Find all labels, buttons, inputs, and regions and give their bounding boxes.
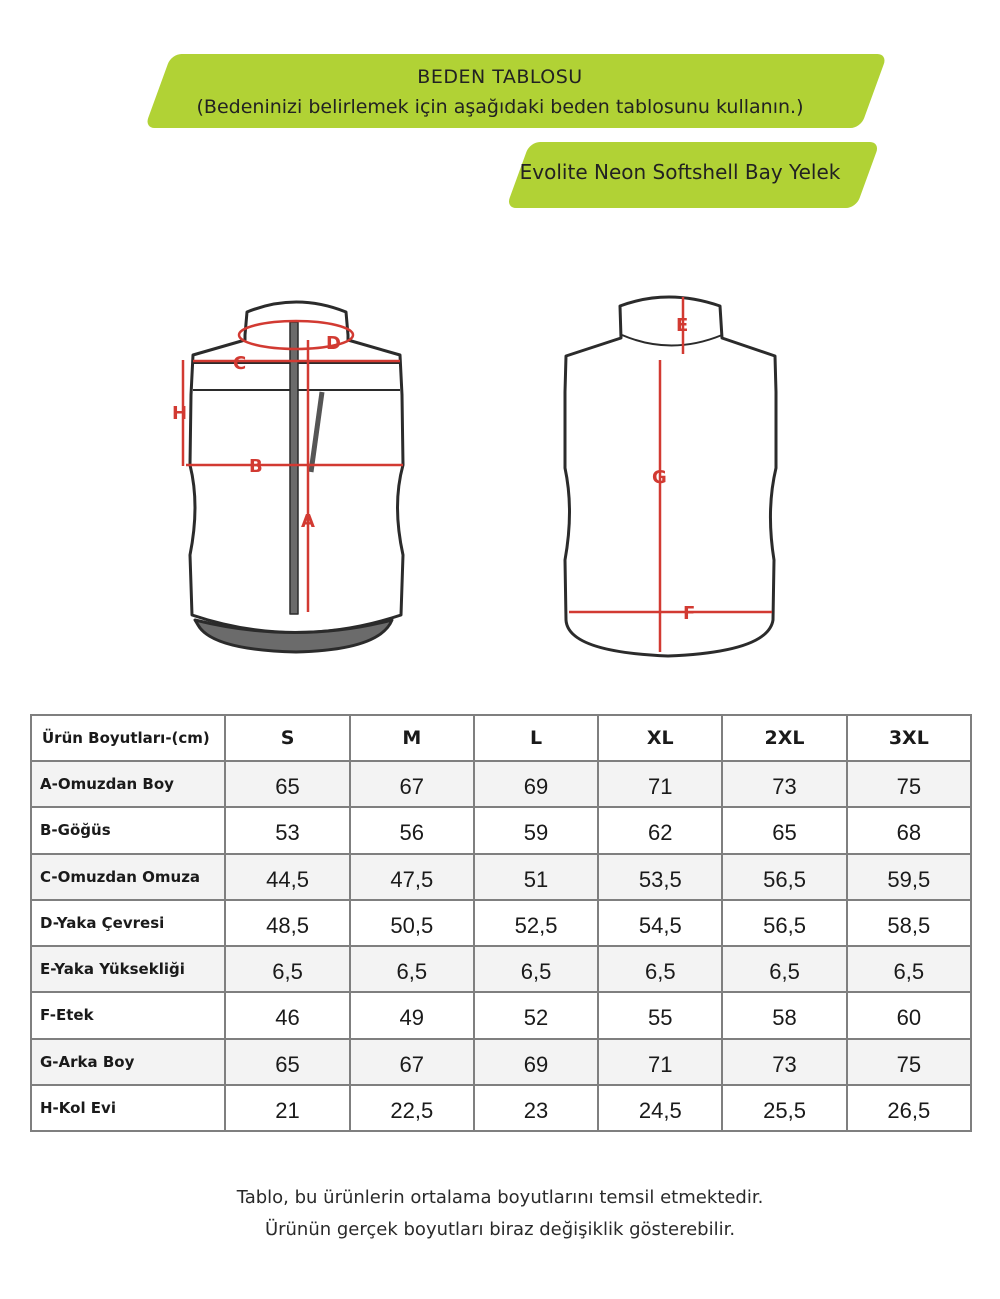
table-row [31, 854, 971, 900]
row-label: A-Omuzdan Boy [31, 761, 225, 807]
table-cell: 23 [474, 1085, 598, 1131]
front-label-c: C [233, 353, 247, 374]
back-label-g: G [652, 467, 667, 488]
table-row [31, 761, 971, 807]
table-cell: 49 [350, 992, 474, 1038]
row-label: B-Göğüs [31, 807, 225, 853]
table-cell: 6,5 [225, 946, 349, 992]
table-cell: 25,5 [722, 1085, 846, 1131]
table-cell: 6,5 [474, 946, 598, 992]
table-cell: 75 [847, 1039, 971, 1085]
table-cell: 53,5 [598, 854, 722, 900]
table-cell: 24,5 [598, 1085, 722, 1131]
table-cell: 52 [474, 992, 598, 1038]
table-cell: 22,5 [350, 1085, 474, 1131]
table-cell: 6,5 [722, 946, 846, 992]
size-header: XL [598, 715, 722, 761]
row-label: H-Kol Evi [31, 1085, 225, 1131]
footnote-line-2: Ürünün gerçek boyutları biraz değişiklik gösterebilir. [264, 1219, 736, 1240]
table-cell: 69 [474, 761, 598, 807]
row-label: F-Etek [31, 992, 225, 1038]
table-cell: 53 [225, 807, 349, 853]
table-cell: 55 [598, 992, 722, 1038]
row-label: D-Yaka Çevresi [31, 900, 225, 946]
table-cell: 59 [474, 807, 598, 853]
product-name: Evolite Neon Softshell Bay Yelek [519, 160, 841, 184]
table-cell: 75 [847, 761, 971, 807]
front-label-b: B [249, 456, 263, 477]
table-cell: 56,5 [722, 900, 846, 946]
row-label: E-Yaka Yüksekliği [31, 946, 225, 992]
size-header: 3XL [847, 715, 971, 761]
table-cell: 69 [474, 1039, 598, 1085]
table-cell: 67 [350, 1039, 474, 1085]
table-cell: 56 [350, 807, 474, 853]
table-cell: 71 [598, 1039, 722, 1085]
table-cell: 52,5 [474, 900, 598, 946]
table-cell: 65 [722, 807, 846, 853]
table-cell: 67 [350, 761, 474, 807]
table-cell: 48,5 [225, 900, 349, 946]
size-table [30, 714, 972, 1132]
table-cell: 6,5 [350, 946, 474, 992]
table-header-row [31, 715, 971, 761]
table-cell: 44,5 [225, 854, 349, 900]
page-title: BEDEN TABLOSU [417, 66, 583, 88]
table-row [31, 1085, 971, 1131]
table-cell: 21 [225, 1085, 349, 1131]
row-label: C-Omuzdan Omuza [31, 854, 225, 900]
table-row [31, 900, 971, 946]
table-cell: 56,5 [722, 854, 846, 900]
front-label-d: D [326, 333, 341, 354]
front-label-h: H [172, 403, 188, 424]
table-cell: 62 [598, 807, 722, 853]
table-cell: 58 [722, 992, 846, 1038]
table-cell: 26,5 [847, 1085, 971, 1131]
table-cell: 50,5 [350, 900, 474, 946]
page-subtitle: (Bedeninizi belirlemek için aşağıdaki beden tablosunu kullanın.) [196, 96, 804, 118]
vest-measurement-diagram [0, 260, 1000, 680]
table-cell: 65 [225, 761, 349, 807]
table-cell: 47,5 [350, 854, 474, 900]
table-row [31, 807, 971, 853]
table-cell: 60 [847, 992, 971, 1038]
row-label: G-Arka Boy [31, 1039, 225, 1085]
table-cell: 71 [598, 761, 722, 807]
front-label-a: A [301, 511, 315, 532]
back-label-e: E [676, 315, 689, 336]
table-cell: 59,5 [847, 854, 971, 900]
table-row [31, 946, 971, 992]
table-corner-header: Ürün Boyutları-(cm) [31, 715, 225, 761]
table-cell: 73 [722, 1039, 846, 1085]
table-cell: 51 [474, 854, 598, 900]
size-header: 2XL [722, 715, 846, 761]
table-cell: 65 [225, 1039, 349, 1085]
table-row [31, 992, 971, 1038]
table-cell: 6,5 [847, 946, 971, 992]
size-header: S [225, 715, 349, 761]
table-cell: 58,5 [847, 900, 971, 946]
table-cell: 46 [225, 992, 349, 1038]
back-label-f: F [683, 603, 696, 624]
footnote-line-1: Tablo, bu ürünlerin ortalama boyutlarını temsil etmektedir. [236, 1187, 764, 1208]
size-header: M [350, 715, 474, 761]
size-header: L [474, 715, 598, 761]
vest-back-view [565, 297, 776, 656]
table-cell: 73 [722, 761, 846, 807]
vest-front-view [190, 302, 403, 652]
table-cell: 6,5 [598, 946, 722, 992]
table-cell: 54,5 [598, 900, 722, 946]
table-row [31, 1039, 971, 1085]
table-cell: 68 [847, 807, 971, 853]
